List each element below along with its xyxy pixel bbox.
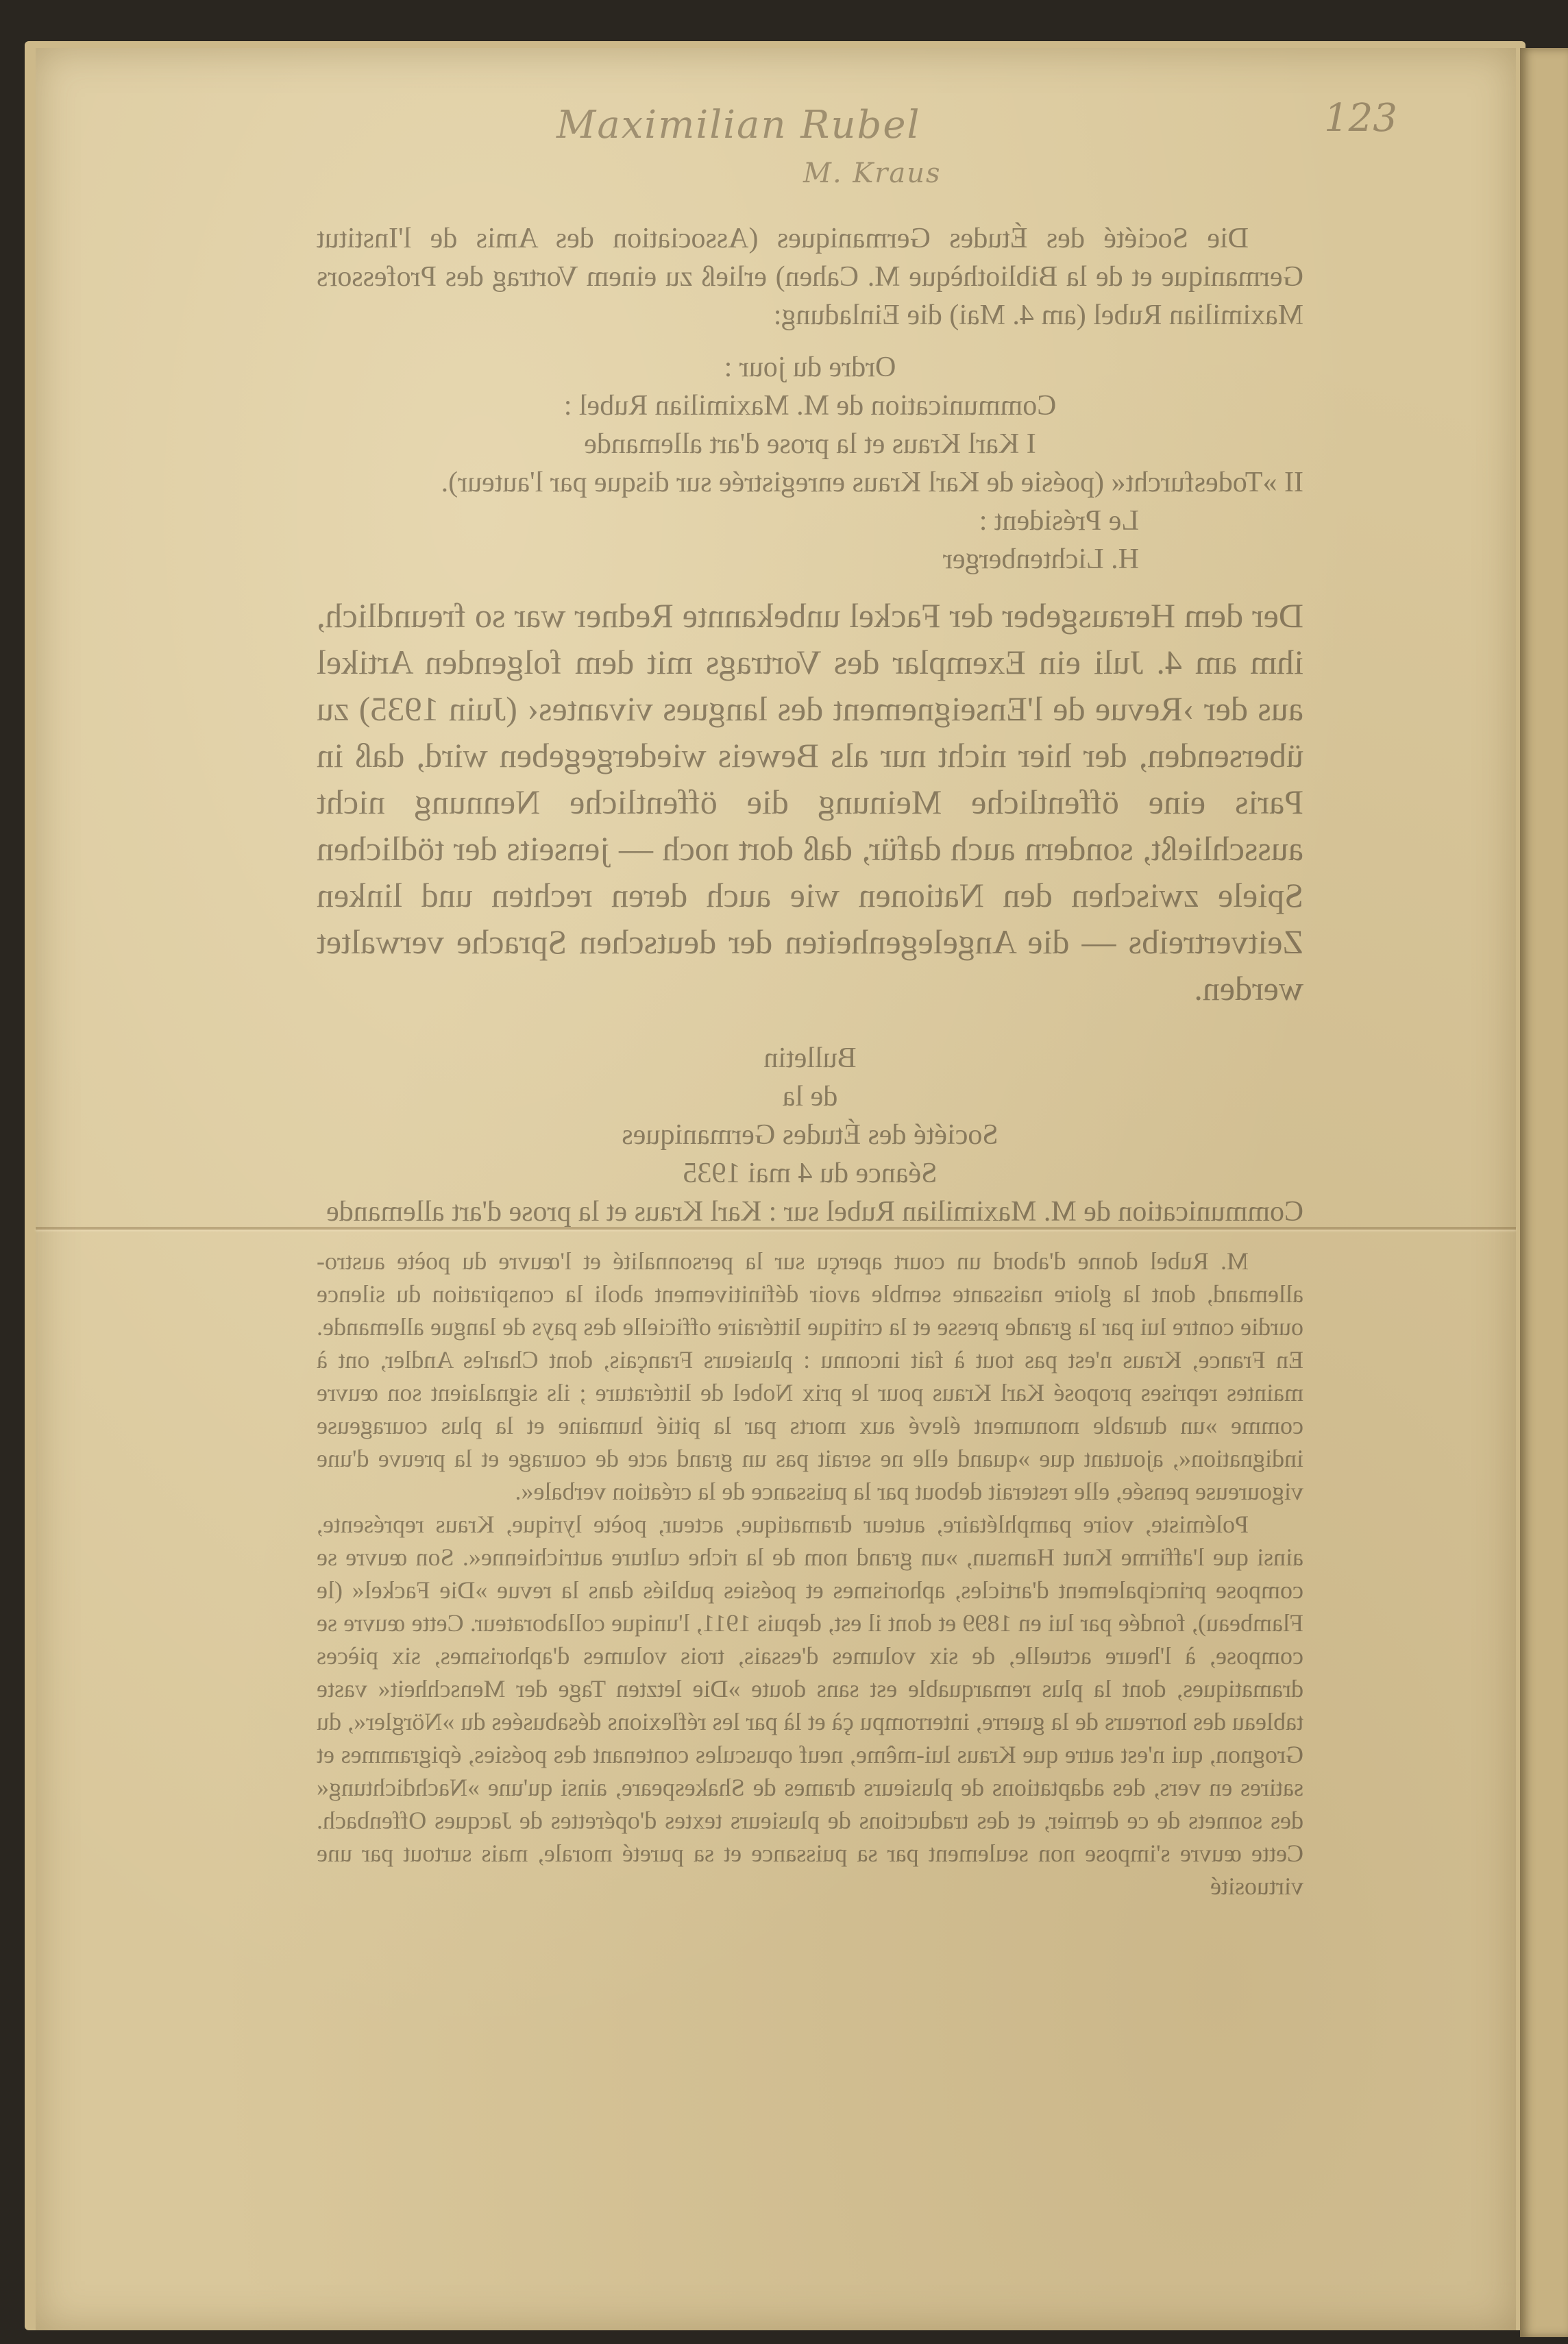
bulletin-society: Société des Études Germaniques [622, 1119, 999, 1151]
page-number: 123 [1324, 96, 1397, 141]
agenda-item-2: II »Todesfurcht« (poésie de Karl Kraus enregistrée sur disque par l'auteur). [441, 467, 1303, 498]
bulletin-de-la: de la [782, 1081, 838, 1112]
french-paragraph-1: M. Rubel donne d'abord un court aperçu sur la personnalité et l'œuvre du poète austro-allemand, dont la gloire naissante semble avoir définitivement aboli la conspiration du silence ourdie contre lui par la grande presse et la critique littéraire officielle des pays de langue allemande. En France, Kraus n'est pas tout à fait inconnu : plusieurs Français, dont Charles Andler, ont à maintes reprises proposé Karl Kraus pour le prix Nobel de littérature ; ils signalaient son œuvre comme »un durable monument élevé aux morts par la pitié humaine et la plus courageuse indignation«, ajoutant que »quand elle ne serait pas un grand acte de courage et la preuve d'une vigoureuse pensée, elle resterait debout par la puissance de la création verbale«. [317, 1247, 1303, 1505]
paragraph-german: Der dem Herausgeber der Fackel unbekannte Redner war so freundlich, ihm am 4. Juli ein Exemplar des Vortrags mit dem folgenden Artikel aus der ›Revue de l'Enseignement des langues vivantes‹ (Juin 1935) zu übersenden, der hier nicht nur als Beweis wiedergegeben wird, daß in Paris eine öffentliche Meinung die öffentliche Nennung nicht ausschließt, sondern auch dafür, daß dort noch — jenseits der tödlichen Spiele zwischen den Nationen wie auch deren rechten und linken Zeitvertreibs — die Angelegenheiten der deutschen Sprache verwaltet werden. [317, 596, 1303, 1008]
president-label: Le Président : [979, 505, 1139, 537]
invitation-intro: Die Société des Études Germaniques (Association des Amis de l'Institut Germanique et de la Bibliothèque M. Cahen) erließ zu einem Vortrag des Professors Maximilian Rubel (am 4. Mai) die Einladung: [317, 223, 1303, 331]
document-page [36, 48, 1516, 2330]
agenda-item-1: I Karl Kraus et la prose d'art allemande [584, 428, 1036, 460]
adjacent-page-edge [1520, 48, 1568, 2337]
president-name: H. Lichtenberger [942, 544, 1139, 575]
bulletin-communication: Communication de M. Maximilian Rubel sur : Karl Kraus et la prose d'art allemande [326, 1196, 1303, 1228]
communication-heading: Communication de M. Maximilian Rubel : [563, 390, 1057, 422]
bulletin-title: Bulletin [763, 1042, 857, 1074]
handwritten-line-1: Maximilian Rubel [556, 103, 921, 147]
ordre-du-jour: Ordre du jour : [724, 352, 896, 383]
handwritten-annotation [556, 103, 1379, 212]
bleed-through-text [317, 219, 1303, 1903]
french-paragraph-2: Polémiste, voire pamphlétaire, auteur dramatique, acteur, poète lyrique, Kraus représente, ainsi que l'affirme Knut Hamsun, »un grand nom de la riche culture autrichienne«. Son œuvre se compose principalement d'articles, aphorismes et poésies publiés dans la revue »Die Fackel« (le Flambeau), fondée par lui en 1899 et dont il est, depuis 1911, l'unique collaborateur. Cette œuvre se compose, à l'heure actuelle, de six volumes d'essais, trois volumes d'aphorismes, six pièces dramatiques, dont la plus remarquable est sans doute »Die letzten Tage der Menschheit« vaste tableau des horreurs de la guerre, interrompu çà et là par les réflexions désabusées du »Nörgler«, du Grognon, qui n'est autre que Kraus lui-même, neuf opuscules contenant des poésies, épigrammes et satires en vers, des adaptations de plusieurs drames de Shakespeare, ainsi qu'une »Nachdichtung« des sonnets de ce dernier, et des traductions de plusieurs textes d'opérettes de Jacques Offenbach. Cette œuvre s'impose non seulement par sa puissance et sa pureté morale, mais surtout par une virtuosité [317, 1511, 1303, 1900]
handwritten-line-2: M. Kraus [803, 158, 942, 189]
bulletin-seance: Séance du 4 mai 1935 [683, 1158, 938, 1189]
